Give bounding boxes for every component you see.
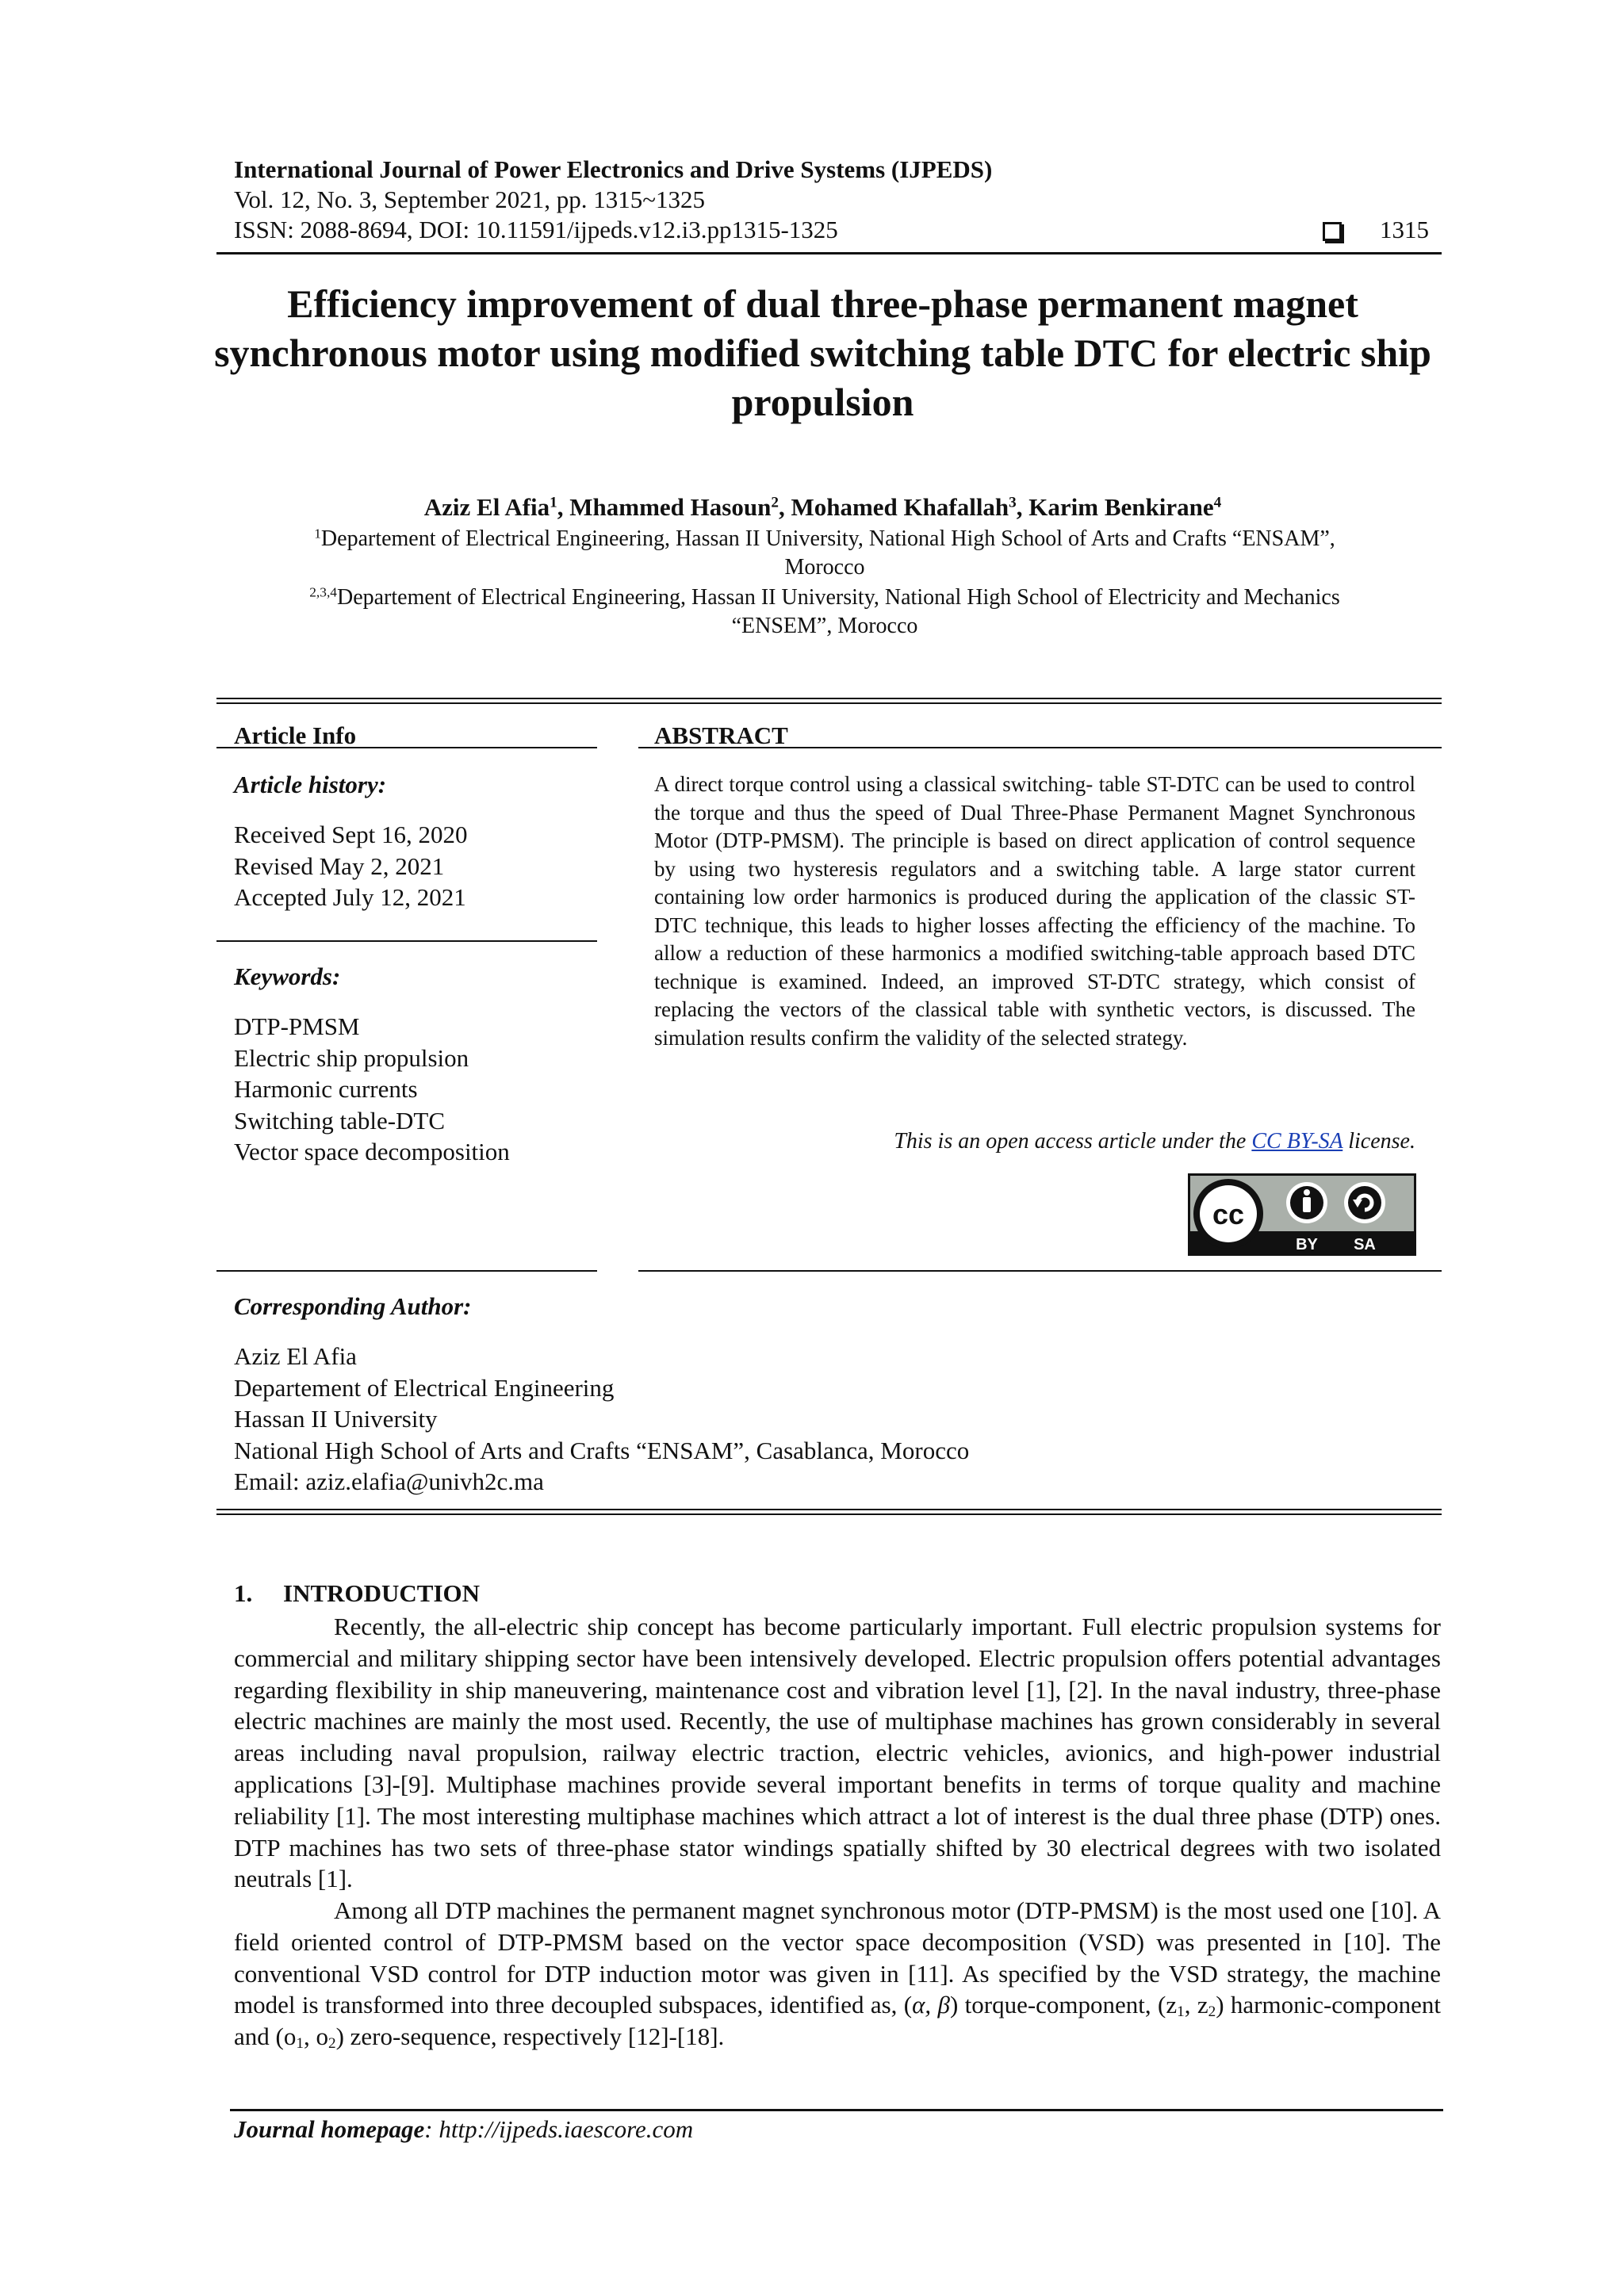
history-revised: Revised May 2, 2021 <box>234 851 445 880</box>
section-number: 1. <box>234 1579 253 1607</box>
affiliation-2 <box>238 584 1411 641</box>
keyword-item: Vector space decomposition <box>234 1138 510 1165</box>
license-prefix: This is an open access article under the <box>894 1129 1252 1154</box>
author-box-bottom-rule <box>216 1509 1442 1510</box>
subscript: 1 <box>296 2035 304 2053</box>
author-name: Aziz El Afia <box>234 1342 357 1370</box>
author-separator: , <box>1016 493 1029 521</box>
paragraph-text: , o <box>303 2022 328 2051</box>
author-name: Mhammed Hasoun <box>569 493 772 521</box>
subscript: 1 <box>1177 2003 1185 2021</box>
header-divider <box>216 252 1442 254</box>
keyword-item: Switching table-DTC <box>234 1106 446 1135</box>
history-received: Received Sept 16, 2020 <box>234 821 468 848</box>
alpha-symbol: α <box>912 1991 925 2019</box>
cc-badge-graphic <box>1190 1176 1414 1253</box>
author-email[interactable]: Email: aziz.elafia@univh2c.ma <box>234 1468 544 1495</box>
introduction-paragraph-1: Recently, the all-electric ship concept has become particularly important. Full electric propulsion systems for commercial and military shipping sector have been intensively developed. Electric propulsion offers potential advantages regarding flexibility in ship maneuvering, maintenance cost and vibration level [1], [2]. In the naval industry, three-phase electric machines are mainly the most used. Recently, the use of multiphase machines has grown considerably in several areas including naval propulsion, railway electric traction, electric vehicles, avionics, and high-power industrial applications [3]-[9]. Multiphase machines provide several important benefits in terms of torque quality and machine reliability [1]. The most interesting multiphase machines which attract a lot of interest is the dual three phase (DTP) ones. DTP machines has two sets of three-phase stator windings spatially shifted by 30 electrical degrees with two isolated neutrals [1]. <box>234 1613 1441 1893</box>
license-statement <box>654 1129 1415 1154</box>
by-label: BY <box>1296 1236 1318 1253</box>
keyword-item: Harmonic currents <box>234 1075 418 1103</box>
homepage-label: Journal homepage <box>234 2115 425 2143</box>
license-suffix: license. <box>1342 1129 1415 1154</box>
paragraph-text: ) harmonic-component and (o <box>234 1991 1442 2051</box>
journal-homepage[interactable] <box>234 2115 693 2144</box>
beta-symbol: β <box>937 1991 950 2019</box>
author-name: Mohamed Khafallah <box>791 493 1009 521</box>
author-affiliation-mark: 2 <box>771 494 779 511</box>
author-box-bottom-rule <box>216 1513 1442 1515</box>
author-affiliation-mark: 1 <box>550 494 557 511</box>
affiliation-line: Morocco <box>784 555 865 580</box>
attribution-icon <box>1286 1182 1327 1223</box>
paragraph-text: , <box>925 1991 938 2019</box>
page-number: 1315 <box>1380 216 1429 243</box>
checkbox-icon <box>1323 222 1342 241</box>
info-box-top-rule <box>216 698 1442 699</box>
footer-divider <box>230 2109 1443 2111</box>
journal-name: International Journal of Power Electronics and Drive Systems (IJPEDS) <box>234 155 993 183</box>
section-title: INTRODUCTION <box>283 1579 481 1607</box>
paper-title: Efficiency improvement of dual three-phase permanent magnet synchronous motor using modified switching table DTC for electric ship propulsion <box>214 281 1431 424</box>
issn-doi-line: ISSN: 2088-8694, DOI: 10.11591/ijpeds.v12.i3.pp1315-1325 <box>234 216 838 243</box>
history-rule <box>216 940 597 942</box>
abstract-text: A direct torque control using a classical switching- table ST-DTC can be used to control the torque and thus the speed of Dual Three-Phase Permanent Magnet Synchronous Motor (DTP-PMSM). The principle is based on direct application of control sequence by using two hysteresis regulators and a switching table. A large stator current containing low order harmonics is produced during the application of the classic ST-DTC technique, this leads to higher losses affecting the efficiency of the machine. To allow a reduction of these harmonics a modified switching-table approach based DTC technique is examined. Indeed, an improved ST-DTC strategy, which consist of replacing the vectors of the classical table with synthetic vectors, is discussed. The simulation results confirm the validity of the selected strategy. <box>654 772 1415 1050</box>
cc-icon <box>1193 1179 1263 1249</box>
corresponding-author-details <box>234 1341 969 1498</box>
cc-text: cc <box>1212 1198 1245 1230</box>
keywords-list <box>234 1011 510 1168</box>
affiliation-line: “ENSEM”, Morocco <box>731 614 918 638</box>
volume-line: Vol. 12, No. 3, September 2021, pp. 1315~1325 <box>234 186 705 213</box>
author-affiliation-mark: 4 <box>1213 494 1222 511</box>
article-info-heading: Article Info <box>234 721 357 749</box>
affiliation-1 <box>238 525 1411 582</box>
author-separator: , <box>778 493 791 521</box>
paragraph-text: ) torque-component, (z <box>949 1991 1178 2019</box>
keywords-bottom-rule <box>216 1270 597 1272</box>
author-name: Aziz El Afia <box>423 493 550 521</box>
history-accepted: Accepted July 12, 2021 <box>234 883 466 911</box>
keyword-item: DTP-PMSM <box>234 1012 360 1040</box>
author-separator: , <box>557 493 570 521</box>
cc-by-sa-badge[interactable] <box>1188 1173 1416 1256</box>
info-box-top-rule <box>216 702 1442 704</box>
cc-by-sa-link[interactable]: CC BY-SA <box>1251 1129 1343 1154</box>
paragraph-text: , z <box>1184 1991 1208 2019</box>
introduction-heading <box>234 1579 480 1608</box>
author-affiliation-mark: 3 <box>1009 494 1017 511</box>
corresponding-author-heading: Corresponding Author: <box>234 1292 472 1320</box>
share-alike-icon <box>1344 1182 1385 1223</box>
paragraph-text: ) zero-sequence, respectively [12]-[18]. <box>335 2022 725 2051</box>
affiliation-line: Departement of Electrical Engineering, Hassan II University, National High School of Electricity and Mechanics <box>336 585 1340 610</box>
affiliation-mark: 2,3,4 <box>309 584 337 600</box>
author-school: National High School of Arts and Crafts “ENSAM”, Casablanca, Morocco <box>234 1436 970 1464</box>
homepage-url[interactable]: : http://ijpeds.iaescore.com <box>424 2115 694 2143</box>
abstract-heading: ABSTRACT <box>654 721 788 749</box>
keyword-item: Electric ship propulsion <box>234 1043 469 1072</box>
affiliation-mark: 1 <box>314 526 321 541</box>
author-department: Departement of Electrical Engineering <box>234 1373 615 1402</box>
author-list <box>198 493 1447 522</box>
sa-label: SA <box>1354 1236 1376 1253</box>
article-history-list <box>234 819 467 913</box>
affiliation-line: Departement of Electrical Engineering, Hassan II University, National High School of Arts and Crafts “ENSAM”, <box>320 526 1335 551</box>
introduction-paragraph-2 <box>234 1895 1441 2053</box>
article-history-heading: Article history: <box>234 771 387 798</box>
subscript: 2 <box>1208 2003 1216 2021</box>
subscript: 2 <box>327 2035 336 2053</box>
author-name: Karim Benkirane <box>1028 493 1214 521</box>
author-university: Hassan II University <box>234 1405 438 1433</box>
paragraph-text: Among all DTP machines the permanent magnet synchronous motor (DTP-PMSM) is the most used one [10]. A field oriented control of DTP-PMSM based on the vector space decomposition (VSD) was presented in [10]. The conventional VSD control for DTP induction motor was given in [11]. As specified by the VSD strategy, the machine model is transformed into three decoupled subspaces, identified as, ( <box>234 1896 1441 2019</box>
abstract-bottom-rule <box>638 1270 1442 1272</box>
keywords-heading: Keywords: <box>234 962 341 990</box>
